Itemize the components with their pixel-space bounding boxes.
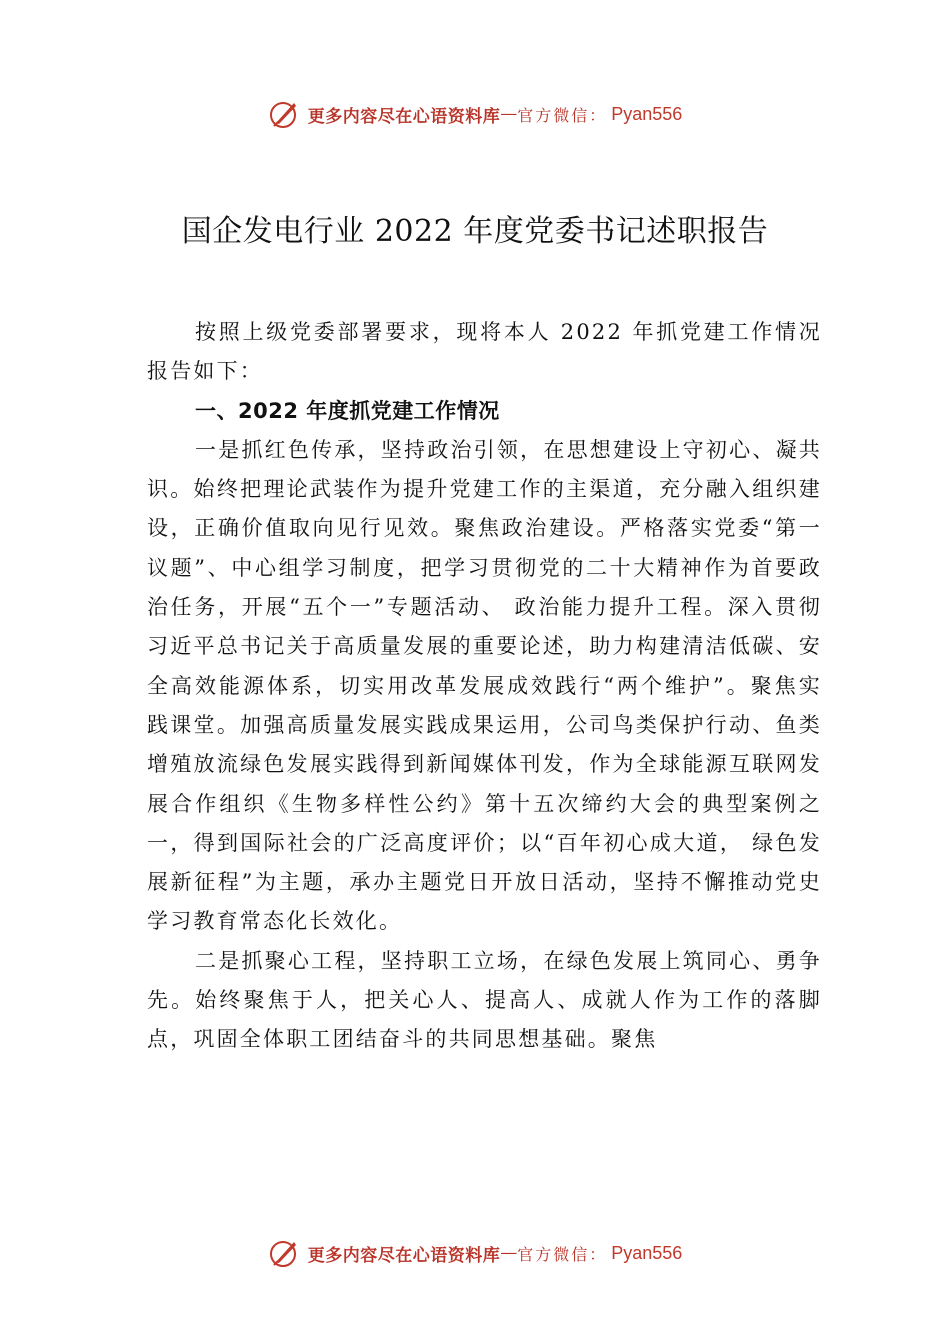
watermark-main-text: 更多内容尽在心语资料库 <box>307 1245 501 1266</box>
intro-paragraph: 按照上级党委部署要求，现将本人 2022 年抓党建工作情况报告如下： <box>147 320 822 384</box>
quill-logo-icon <box>268 1236 302 1270</box>
body-paragraph-2: 二是抓聚心工程，坚持职工立场，在绿色发展上筑同心、勇争先。始终聚焦于人，把关心人、提高人、成就人作为工作的落脚点，巩固全体职工团结奋斗的共同思想基础。聚焦 <box>147 948 822 1052</box>
watermark-separator: — <box>500 1243 518 1263</box>
watermark-footer <box>0 1233 950 1273</box>
quill-logo-icon <box>268 97 302 131</box>
document-body <box>147 313 822 1060</box>
watermark-id: Pyan556 <box>611 103 683 124</box>
section-heading: 一、2022 年度抓党建工作情况 <box>195 398 500 423</box>
document-title: 国企发电行业 2022 年度党委书记述职报告 <box>181 214 769 249</box>
body-paragraph-1: 一是抓红色传承，坚持政治引领，在思想建设上守初心、凝共识。始终把理论武装作为提升党建工作的主渠道，充分融入组织建设，正确价值取向见行见效。聚焦政治建设。严格落实党委“第一议题”、中心组学习制度，把学习贯彻党的二十大精神作为首要政治任务，开展“五个一”专题活动、 政治能力提升工程。深入贯彻习近平总书记关于高质量发展的重要论述，助力构建清洁低碳、安全高效能源体系，切实用改革发展成效践行“两个维护”。聚焦实践课堂。加强高质量发展实践成果运用，公司鸟类保护行动、鱼类增殖放流绿色发展实践得到新闻媒体刊发，作为全球能源互联网发展合作组织《生物多样性公约》第十五次缔约大会的典型案例之一，得到国际社会的广泛高度评价；以“百年初心成大道， 绿色发展新征程”为主题，承办主题党日开放日活动，坚持不懈推动党史学习教育常态化长效化。 <box>147 437 822 934</box>
watermark-header <box>0 94 950 134</box>
watermark-label: 官方微信： <box>517 1244 608 1264</box>
watermark-main-text: 更多内容尽在心语资料库 <box>307 106 501 127</box>
watermark-id: Pyan556 <box>611 1242 683 1263</box>
watermark-label: 官方微信： <box>517 105 608 125</box>
watermark-separator: — <box>500 104 518 124</box>
